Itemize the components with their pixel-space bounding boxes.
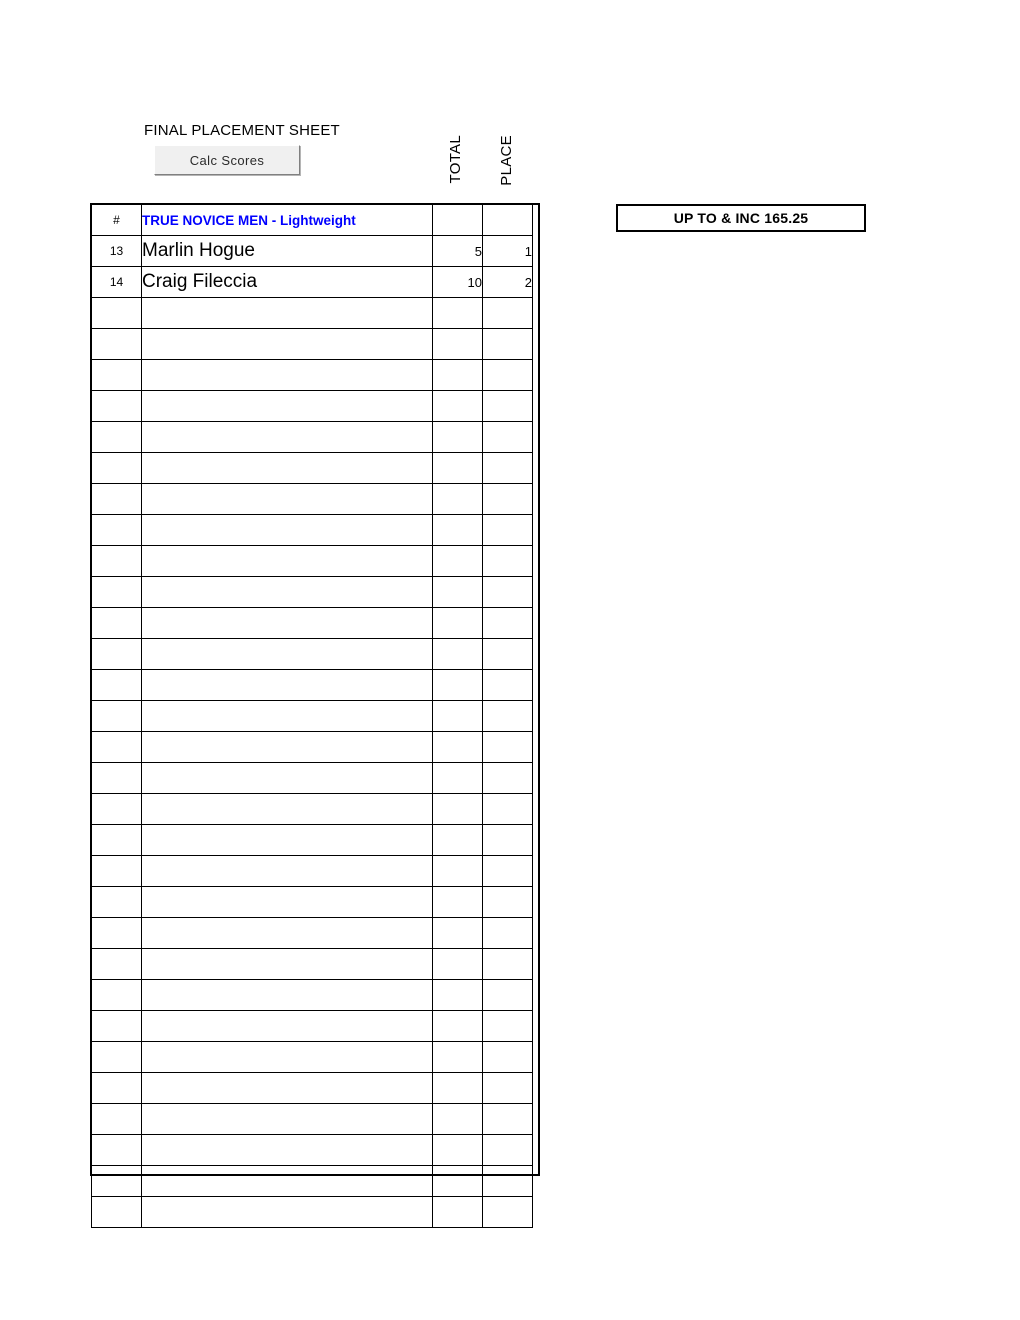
header-cell-place bbox=[483, 205, 533, 236]
table-row bbox=[92, 608, 533, 639]
table-row bbox=[92, 360, 533, 391]
cell-total[interactable] bbox=[433, 763, 483, 794]
table-row bbox=[92, 422, 533, 453]
cell-name[interactable] bbox=[142, 360, 433, 391]
cell-total[interactable] bbox=[433, 949, 483, 980]
cell-place[interactable] bbox=[483, 422, 533, 453]
cell-number[interactable] bbox=[92, 670, 142, 701]
cell-total[interactable] bbox=[433, 453, 483, 484]
cell-number[interactable] bbox=[92, 1135, 142, 1166]
cell-name[interactable] bbox=[142, 918, 433, 949]
cell-place[interactable] bbox=[483, 329, 533, 360]
cell-number[interactable]: 14 bbox=[92, 267, 142, 298]
cell-place[interactable] bbox=[483, 1197, 533, 1228]
cell-total[interactable] bbox=[433, 1166, 483, 1197]
table-row bbox=[92, 1135, 533, 1166]
cell-place[interactable] bbox=[483, 887, 533, 918]
cell-number[interactable] bbox=[92, 794, 142, 825]
cell-place[interactable] bbox=[483, 701, 533, 732]
table-row bbox=[92, 701, 533, 732]
calc-scores-button[interactable]: Calc Scores bbox=[154, 145, 300, 175]
cell-name[interactable] bbox=[142, 763, 433, 794]
cell-total[interactable] bbox=[433, 1073, 483, 1104]
cell-name[interactable] bbox=[142, 329, 433, 360]
cell-name[interactable]: Marlin Hogue bbox=[142, 236, 433, 267]
cell-number[interactable] bbox=[92, 701, 142, 732]
header-cell-number: # bbox=[92, 205, 142, 236]
cell-name[interactable] bbox=[142, 980, 433, 1011]
cell-total[interactable]: 10 bbox=[433, 267, 483, 298]
table-row bbox=[92, 1166, 533, 1197]
cell-number[interactable] bbox=[92, 825, 142, 856]
cell-name[interactable] bbox=[142, 453, 433, 484]
cell-name[interactable] bbox=[142, 732, 433, 763]
cell-total[interactable] bbox=[433, 546, 483, 577]
cell-total[interactable] bbox=[433, 1135, 483, 1166]
cell-total[interactable] bbox=[433, 608, 483, 639]
cell-number[interactable] bbox=[92, 422, 142, 453]
cell-name[interactable] bbox=[142, 701, 433, 732]
cell-number[interactable] bbox=[92, 639, 142, 670]
cell-place[interactable] bbox=[483, 1073, 533, 1104]
cell-place[interactable] bbox=[483, 732, 533, 763]
cell-number[interactable] bbox=[92, 1042, 142, 1073]
cell-name[interactable] bbox=[142, 794, 433, 825]
table-row bbox=[92, 639, 533, 670]
cell-total[interactable] bbox=[433, 329, 483, 360]
table-row bbox=[92, 329, 533, 360]
table-row bbox=[92, 949, 533, 980]
cell-place[interactable] bbox=[483, 980, 533, 1011]
cell-number[interactable] bbox=[92, 980, 142, 1011]
cell-place[interactable] bbox=[483, 1135, 533, 1166]
table-row bbox=[92, 670, 533, 701]
cell-number[interactable] bbox=[92, 577, 142, 608]
cell-name[interactable] bbox=[142, 856, 433, 887]
table-row bbox=[92, 763, 533, 794]
table-row bbox=[92, 1104, 533, 1135]
cell-total[interactable] bbox=[433, 1197, 483, 1228]
cell-name[interactable] bbox=[142, 1166, 433, 1197]
cell-number[interactable] bbox=[92, 298, 142, 329]
table-row bbox=[92, 267, 533, 298]
cell-total[interactable] bbox=[433, 391, 483, 422]
cell-place[interactable]: 2 bbox=[483, 267, 533, 298]
cell-number[interactable] bbox=[92, 515, 142, 546]
column-header-total: TOTAL bbox=[447, 135, 464, 184]
table-row bbox=[92, 856, 533, 887]
table-header-row bbox=[92, 205, 533, 236]
cell-total[interactable] bbox=[433, 980, 483, 1011]
cell-name[interactable] bbox=[142, 1042, 433, 1073]
header-cell-total bbox=[433, 205, 483, 236]
cell-number[interactable] bbox=[92, 1011, 142, 1042]
table-row bbox=[92, 236, 533, 267]
cell-total[interactable] bbox=[433, 918, 483, 949]
table-row bbox=[92, 577, 533, 608]
cell-place[interactable] bbox=[483, 949, 533, 980]
cell-number[interactable] bbox=[92, 546, 142, 577]
cell-place[interactable] bbox=[483, 1166, 533, 1197]
cell-number[interactable] bbox=[92, 918, 142, 949]
table-row bbox=[92, 980, 533, 1011]
table-row bbox=[92, 298, 533, 329]
table-row bbox=[92, 484, 533, 515]
table-row bbox=[92, 1042, 533, 1073]
cell-total[interactable] bbox=[433, 422, 483, 453]
cell-place[interactable] bbox=[483, 639, 533, 670]
table-row bbox=[92, 825, 533, 856]
cell-place[interactable] bbox=[483, 577, 533, 608]
cell-total[interactable] bbox=[433, 360, 483, 391]
cell-place[interactable] bbox=[483, 298, 533, 329]
cell-total[interactable] bbox=[433, 484, 483, 515]
cell-total[interactable] bbox=[433, 887, 483, 918]
cell-name[interactable] bbox=[142, 546, 433, 577]
cell-total[interactable] bbox=[433, 732, 483, 763]
cell-place[interactable] bbox=[483, 608, 533, 639]
cell-total[interactable] bbox=[433, 639, 483, 670]
cell-number[interactable] bbox=[92, 1104, 142, 1135]
cell-total[interactable] bbox=[433, 1104, 483, 1135]
cell-name[interactable] bbox=[142, 887, 433, 918]
table-row bbox=[92, 1011, 533, 1042]
cell-total[interactable] bbox=[433, 701, 483, 732]
cell-place[interactable] bbox=[483, 918, 533, 949]
cell-number[interactable] bbox=[92, 329, 142, 360]
cell-place[interactable] bbox=[483, 360, 533, 391]
cell-place[interactable] bbox=[483, 515, 533, 546]
cell-place[interactable] bbox=[483, 1011, 533, 1042]
table-row bbox=[92, 918, 533, 949]
cell-number[interactable] bbox=[92, 391, 142, 422]
cell-number[interactable] bbox=[92, 887, 142, 918]
cell-name[interactable] bbox=[142, 391, 433, 422]
cell-total[interactable] bbox=[433, 794, 483, 825]
cell-number[interactable] bbox=[92, 484, 142, 515]
table-row bbox=[92, 732, 533, 763]
cell-name[interactable]: Craig Fileccia bbox=[142, 267, 433, 298]
cell-name[interactable] bbox=[142, 422, 433, 453]
cell-place[interactable] bbox=[483, 825, 533, 856]
column-header-place: PLACE bbox=[498, 135, 515, 186]
cell-name[interactable] bbox=[142, 1073, 433, 1104]
cell-name[interactable] bbox=[142, 577, 433, 608]
cell-number[interactable] bbox=[92, 763, 142, 794]
table-row bbox=[92, 1073, 533, 1104]
cell-name[interactable] bbox=[142, 825, 433, 856]
cell-name[interactable] bbox=[142, 484, 433, 515]
placement-table bbox=[91, 204, 533, 1228]
cell-total[interactable] bbox=[433, 825, 483, 856]
cell-place[interactable] bbox=[483, 763, 533, 794]
cell-name[interactable] bbox=[142, 298, 433, 329]
header-cell-category: TRUE NOVICE MEN - Lightweight bbox=[142, 205, 433, 236]
cell-name[interactable] bbox=[142, 949, 433, 980]
cell-total[interactable] bbox=[433, 515, 483, 546]
cell-place[interactable] bbox=[483, 453, 533, 484]
cell-number[interactable]: 13 bbox=[92, 236, 142, 267]
table-row bbox=[92, 515, 533, 546]
cell-name[interactable] bbox=[142, 515, 433, 546]
cell-number[interactable] bbox=[92, 608, 142, 639]
table-row bbox=[92, 453, 533, 484]
cell-place[interactable] bbox=[483, 391, 533, 422]
cell-number[interactable] bbox=[92, 949, 142, 980]
cell-place[interactable] bbox=[483, 484, 533, 515]
table-row bbox=[92, 1197, 533, 1228]
cell-number[interactable] bbox=[92, 856, 142, 887]
cell-name[interactable] bbox=[142, 1104, 433, 1135]
cell-place[interactable] bbox=[483, 794, 533, 825]
cell-total[interactable] bbox=[433, 856, 483, 887]
table-row bbox=[92, 887, 533, 918]
cell-name[interactable] bbox=[142, 608, 433, 639]
cell-number[interactable] bbox=[92, 732, 142, 763]
cell-total[interactable] bbox=[433, 670, 483, 701]
weight-class-note: UP TO & INC 165.25 bbox=[616, 204, 866, 232]
cell-name[interactable] bbox=[142, 1135, 433, 1166]
cell-place[interactable] bbox=[483, 1042, 533, 1073]
cell-number[interactable] bbox=[92, 360, 142, 391]
cell-place[interactable] bbox=[483, 1104, 533, 1135]
cell-number[interactable] bbox=[92, 1197, 142, 1228]
cell-place[interactable] bbox=[483, 670, 533, 701]
cell-total[interactable] bbox=[433, 577, 483, 608]
page-title: FINAL PLACEMENT SHEET bbox=[144, 122, 340, 139]
cell-place[interactable] bbox=[483, 546, 533, 577]
table-row bbox=[92, 391, 533, 422]
cell-place[interactable]: 1 bbox=[483, 236, 533, 267]
cell-total[interactable] bbox=[433, 1011, 483, 1042]
cell-number[interactable] bbox=[92, 1073, 142, 1104]
cell-total[interactable] bbox=[433, 298, 483, 329]
cell-name[interactable] bbox=[142, 1197, 433, 1228]
table-row bbox=[92, 794, 533, 825]
cell-number[interactable] bbox=[92, 1166, 142, 1197]
cell-number[interactable] bbox=[92, 453, 142, 484]
cell-total[interactable]: 5 bbox=[433, 236, 483, 267]
cell-name[interactable] bbox=[142, 1011, 433, 1042]
cell-name[interactable] bbox=[142, 639, 433, 670]
cell-place[interactable] bbox=[483, 856, 533, 887]
cell-total[interactable] bbox=[433, 1042, 483, 1073]
table-row bbox=[92, 546, 533, 577]
cell-name[interactable] bbox=[142, 670, 433, 701]
